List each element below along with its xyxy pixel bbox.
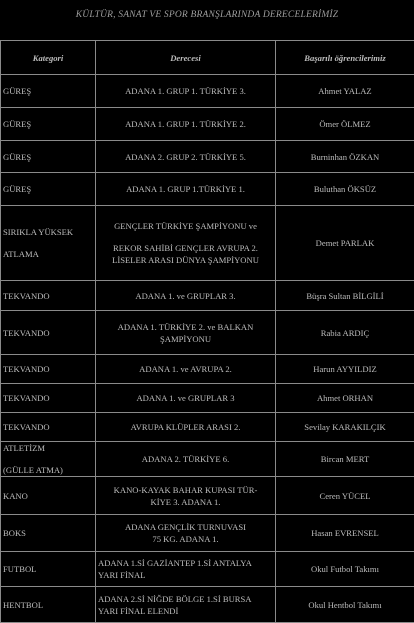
table-row	[1, 413, 414, 442]
row-category	[1, 206, 96, 281]
table-row	[1, 587, 414, 623]
row-student: Burninhan ÖZKAN	[276, 141, 414, 173]
row-degree	[96, 477, 276, 515]
degree-line: ADANA 2.Sİ NİĞDE BÖLGE 1.Sİ BURSA	[98, 593, 273, 605]
degree-line: ADANA 1. TÜRKİYE 2. ve BALKAN	[98, 321, 273, 333]
degree-line: 75 KG. ADANA 1.	[98, 533, 273, 545]
row-category	[1, 75, 96, 108]
row-student: Okul Futbol Takımı	[276, 552, 414, 587]
degree-line: ADANA 1. ve AVRUPA 2.	[98, 363, 273, 375]
line-gap	[98, 232, 273, 242]
category-line: GÜREŞ	[3, 118, 93, 130]
row-degree	[96, 413, 276, 442]
row-degree	[96, 355, 276, 384]
table-row	[1, 552, 414, 587]
row-student: Rabia ARDIÇ	[276, 311, 414, 355]
category-line: ATLETİZM	[3, 442, 93, 454]
table-row	[1, 311, 414, 355]
row-degree	[96, 108, 276, 141]
row-category	[1, 311, 96, 355]
degree-line: ADANA 1. ve GRUPLAR 3	[98, 392, 273, 404]
row-category	[1, 173, 96, 206]
degree-line: KANO-KAYAK BAHAR KUPASI TÜR-	[98, 484, 273, 496]
table-row	[1, 477, 414, 515]
degree-line: REKOR SAHİBİ GENÇLER AVRUPA 2.	[98, 242, 273, 254]
row-student: Ahmet ORHAN	[276, 384, 414, 413]
degree-line: ADANA 1. GRUP 1.TÜRKİYE 1.	[98, 183, 273, 195]
category-line: GÜREŞ	[3, 183, 93, 195]
line-gap	[3, 454, 93, 464]
row-student: Büşra Sultan BİLGİLİ	[276, 281, 414, 311]
category-line: (GÜLLE ATMA)	[3, 464, 93, 476]
row-category	[1, 413, 96, 442]
table-header-row	[1, 41, 414, 75]
category-line: TEKVANDO	[3, 363, 93, 375]
document-title: KÜLTÜR, SANAT VE SPOR BRANŞLARINDA DERECELERİMİZ	[0, 10, 414, 20]
header-students: Başarılı öğrencilerimiz	[276, 41, 414, 75]
row-student: Ahmet YALAZ	[276, 75, 414, 108]
category-line: FUTBOL	[3, 563, 93, 575]
row-degree	[96, 384, 276, 413]
row-category	[1, 281, 96, 311]
table-body	[1, 75, 414, 623]
degree-line: YARI FİNAL ELENDİ	[98, 605, 273, 617]
row-student: Sevilay KARAKILÇIK	[276, 413, 414, 442]
degree-line: ADANA 1. ve GRUPLAR 3.	[98, 290, 273, 302]
category-line: KANO	[3, 490, 93, 502]
row-degree	[96, 206, 276, 281]
row-degree	[96, 75, 276, 108]
table-row	[1, 442, 414, 477]
table-row	[1, 75, 414, 108]
row-category	[1, 552, 96, 587]
row-degree	[96, 515, 276, 552]
row-degree	[96, 141, 276, 173]
table-row	[1, 108, 414, 141]
category-line: TEKVANDO	[3, 327, 93, 339]
degree-line: ADANA 2. TÜRKİYE 6.	[98, 453, 273, 465]
degree-line: GENÇLER TÜRKİYE ŞAMPİYONU ve	[98, 220, 273, 232]
row-category	[1, 515, 96, 552]
header-category: Kategori	[1, 41, 96, 75]
category-line: TEKVANDO	[3, 392, 93, 404]
degree-line: AVRUPA KLÜPLER ARASI 2.	[98, 421, 273, 433]
table-row	[1, 384, 414, 413]
category-line: TEKVANDO	[3, 421, 93, 433]
category-line: ATLAMA	[3, 248, 93, 260]
table-row	[1, 281, 414, 311]
row-student: Demet PARLAK	[276, 206, 414, 281]
category-line: HENTBOL	[3, 599, 93, 611]
degree-line: KİYE 3. ADANA 1.	[98, 496, 273, 508]
row-degree	[96, 552, 276, 587]
table-row	[1, 206, 414, 281]
row-degree	[96, 442, 276, 477]
row-student: Okul Hentbol Takımı	[276, 587, 414, 623]
degree-line: YARI FİNAL	[98, 569, 273, 581]
table-row	[1, 515, 414, 552]
row-category	[1, 477, 96, 515]
row-category	[1, 355, 96, 384]
row-student: Ceren YÜCEL	[276, 477, 414, 515]
row-category	[1, 108, 96, 141]
category-line: GÜREŞ	[3, 85, 93, 97]
degree-line: ADANA 1. GRUP 1. TÜRKİYE 3.	[98, 85, 273, 97]
degree-line: ŞAMPİYONU	[98, 333, 273, 345]
table-row	[1, 355, 414, 384]
row-student: Ömer ÖLMEZ	[276, 108, 414, 141]
category-line: SIRIKLA YÜKSEK	[3, 226, 93, 238]
degree-line: LİSELER ARASI DÜNYA ŞAMPİYONU	[98, 254, 273, 266]
row-student: Harun AYYILDIZ	[276, 355, 414, 384]
row-degree	[96, 173, 276, 206]
achievements-table	[0, 40, 414, 623]
row-degree	[96, 281, 276, 311]
category-line: GÜREŞ	[3, 151, 93, 163]
row-category	[1, 384, 96, 413]
table-row	[1, 141, 414, 173]
row-degree	[96, 587, 276, 623]
row-category	[1, 587, 96, 623]
category-line: BOKS	[3, 527, 93, 539]
category-line: TEKVANDO	[3, 290, 93, 302]
degree-line: ADANA 1. GRUP 1. TÜRKİYE 2.	[98, 118, 273, 130]
row-student: Bircan MERT	[276, 442, 414, 477]
row-student: Hasan EVRENSEL	[276, 515, 414, 552]
line-gap	[3, 238, 93, 248]
degree-line: ADANA GENÇLİK TURNUVASI	[98, 521, 273, 533]
row-category	[1, 442, 96, 477]
row-category	[1, 141, 96, 173]
degree-line: ADANA 2. GRUP 2. TÜRKİYE 5.	[98, 151, 273, 163]
degree-line: ADANA 1.Sİ GAZİANTEP 1.Sİ ANTALYA	[98, 557, 273, 569]
header-degree: Derecesi	[96, 41, 276, 75]
row-student: Buluthan ÖKSÜZ	[276, 173, 414, 206]
row-degree	[96, 311, 276, 355]
table-row	[1, 173, 414, 206]
